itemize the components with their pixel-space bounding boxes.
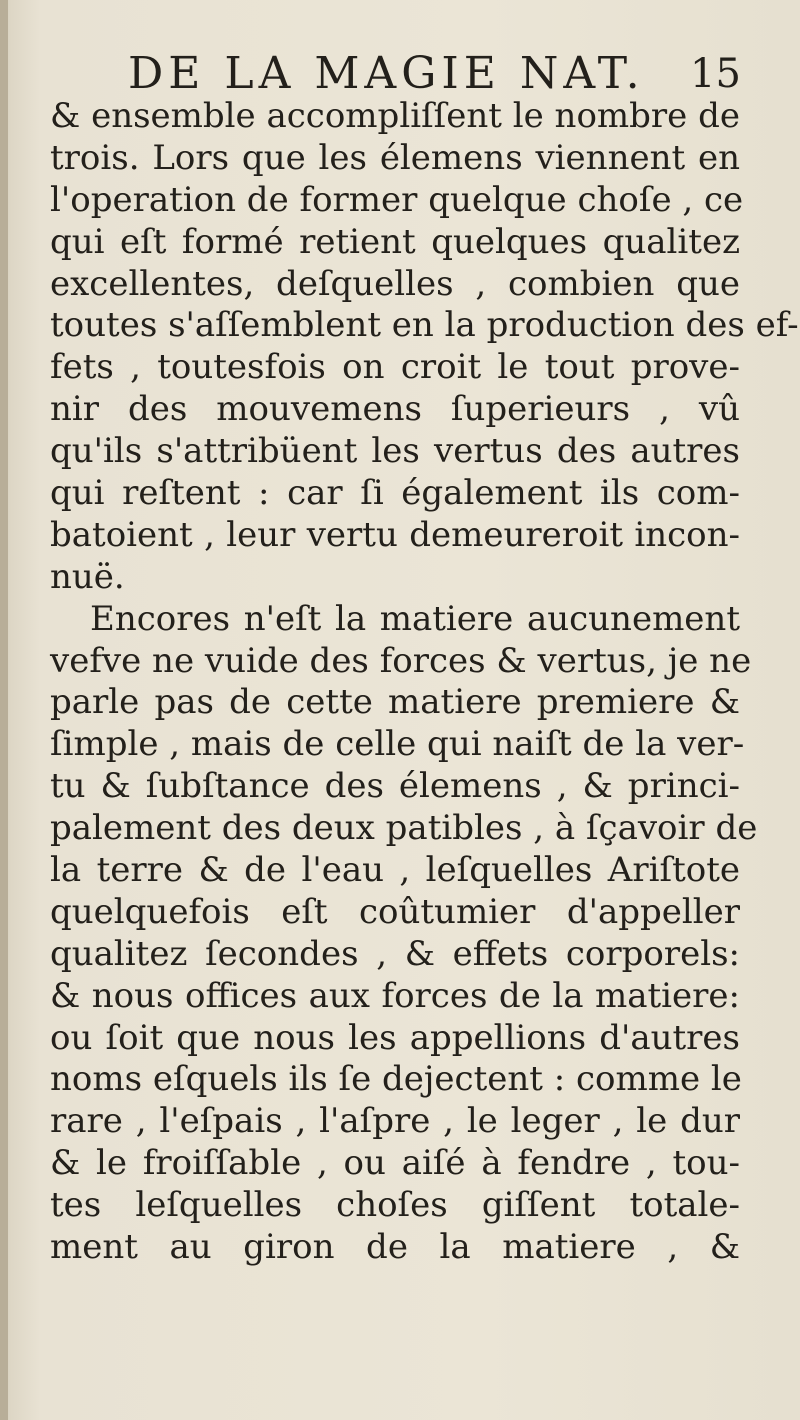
text-line: batoient , leur vertu demeureroit incon-	[50, 514, 740, 555]
text-line: fets , toutesfois on croit le tout prove-	[50, 347, 740, 388]
text-line: quelquefois eſt coûtumier d'appeller	[50, 891, 740, 932]
text-line: ment au giron de la matiere , &	[50, 1227, 740, 1268]
text-line: ou ſoit que nous les appellions d'autres	[50, 1017, 740, 1058]
body-text	[50, 96, 799, 1269]
text-line: parle pas de cette matiere premiere &	[50, 682, 740, 723]
running-head: DE LA MAGIE NAT.	[128, 48, 645, 99]
text-line: tes leſquelles choſes giſſent totale-	[50, 1185, 740, 1226]
text-line: toutes s'aſſemblent en la production des ef-	[50, 305, 799, 346]
text-line: excellentes, deſquelles , combien que	[50, 263, 740, 304]
text-line: & nous offices aux forces de la matiere:	[50, 975, 740, 1016]
page-header	[0, 44, 800, 104]
text-line: qui reſtent : car ſi également ils com-	[50, 473, 740, 514]
page-gutter	[0, 0, 8, 1420]
text-line: tu & ſubſtance des élemens , & princi-	[50, 766, 740, 807]
text-line: palement des deux patibles , à ſçavoir de	[50, 808, 758, 849]
text-line: nir des mouvemens ſuperieurs , vû	[50, 389, 740, 430]
text-line: l'operation de former quelque choſe , ce	[50, 179, 744, 220]
text-line: vefve ne vuide des forces & vertus, je ne	[50, 640, 752, 681]
text-line: qui eſt formé retient quelques qualitez	[50, 221, 740, 262]
text-line: trois. Lors que les élemens viennent en	[50, 137, 740, 178]
paragraph-first-line: Encores n'eſt la matiere aucunement	[90, 598, 740, 639]
text-line: qualitez ſecondes , & effets corporels:	[50, 933, 740, 974]
paragraph-end-line: nuë.	[50, 556, 125, 597]
text-line: & ensemble accompliſſent le nombre de	[50, 96, 740, 136]
text-line: ſimple , mais de celle qui naiſt de la ver-	[50, 724, 745, 765]
text-line: qu'ils s'attribüent les vertus des autres	[50, 431, 740, 472]
text-line: & le froiſſable , ou aiſé à fendre , tou-	[50, 1143, 740, 1184]
text-line: rare , l'eſpais , l'aſpre , le leger , le dur	[50, 1101, 740, 1142]
text-line: noms eſquels ils ſe dejectent : comme le	[50, 1059, 742, 1100]
page-number: 15	[690, 51, 741, 97]
text-line: la terre & de l'eau , leſquelles Ariſtote	[50, 850, 740, 891]
